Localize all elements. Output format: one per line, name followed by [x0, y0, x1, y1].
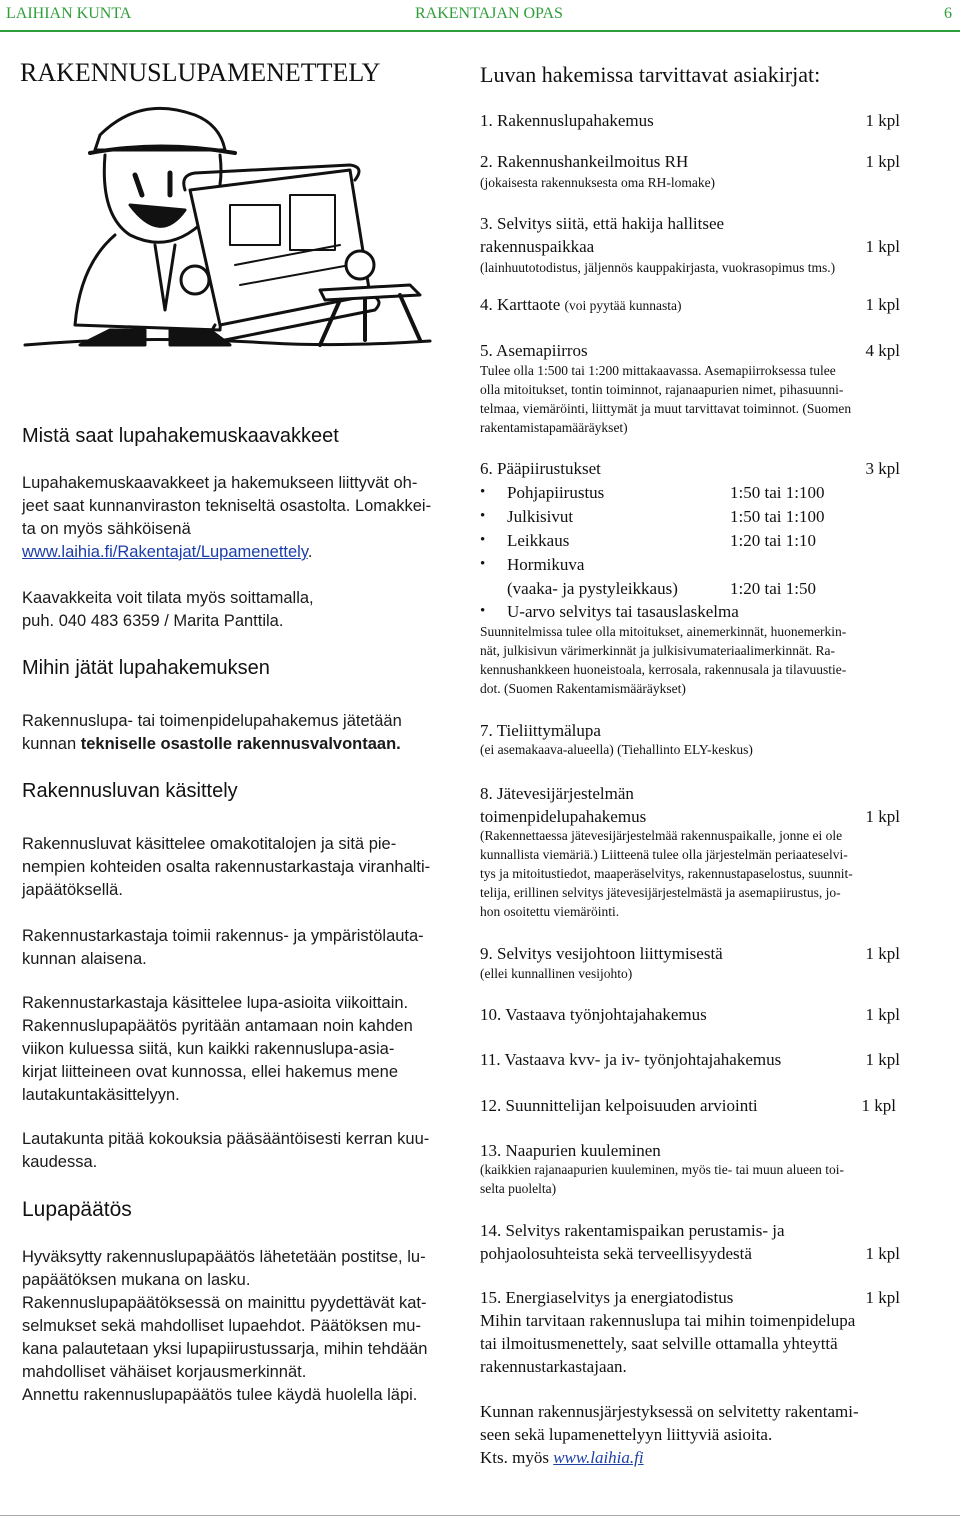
text-line: Mihin tarvitaan rakennuslupa tai mihin toimenpidelupa — [480, 1311, 856, 1330]
drawing-name: (vaaka- ja pystyleikkaus) — [507, 579, 678, 598]
text-line: tys ja mitoitustiedot, maaperäselvitys, rakennustapaselostus, suunnit- — [480, 866, 853, 881]
doc-item-note — [480, 826, 853, 921]
header-municipality: LAIHIAN KUNTA — [6, 5, 132, 22]
text-line: rakennustarkastajaan. — [480, 1357, 627, 1376]
doc-item-4 — [480, 293, 900, 316]
bullet: • — [480, 532, 486, 548]
text-line: selmukset sekä mahdolliset lupaehdot. Päätöksen mu- — [22, 1317, 421, 1335]
text-line: puh. 040 483 6359 / Marita Panttila. — [22, 612, 284, 630]
bullet: • — [480, 484, 486, 500]
doc-item-10 — [480, 1003, 900, 1026]
doc-item-label: rakennuspaikkaa — [480, 237, 595, 256]
text-line: Suunnitelmissa tulee olla mitoitukset, ainemerkinnät, huonemerkin- — [480, 624, 847, 639]
doc-item-label: 12. Suunnittelijan kelpoisuuden arviointi — [480, 1096, 758, 1115]
text-line: dot. (Suomen Rakentamismääräykset) — [480, 681, 686, 696]
text-line: olla mitoitukset, tontin toiminnot, rajanaapurien nimet, pihasuunni- — [480, 382, 844, 397]
doc-item-label: 1. Rakennuslupahakemus — [480, 111, 654, 130]
text-line: papäätöksen mukana on lasku. — [22, 1271, 251, 1289]
text-line: (Rakennettaessa jätevesijärjestelmää rakennuspaikalle, jonne ei ole — [480, 828, 843, 843]
text-line: rakentamistapamääräykset) — [480, 420, 628, 435]
doc-item-label: 15. Energiaselvitys ja energiatodistus — [480, 1288, 734, 1307]
text-line: kirjat liitteineen ovat kunnossa, ellei hakemus mene — [22, 1063, 399, 1081]
doc-item-label: 9. Selvitys vesijohtoon liittymisestä — [480, 944, 723, 963]
doc-item-9 — [480, 942, 900, 965]
doc-item-15 — [480, 1286, 900, 1309]
text-line: seen sekä lupamenettelyyn liittyviä asioita. — [480, 1425, 773, 1444]
doc-item-quantity: 1 kpl — [865, 152, 900, 171]
doc-item-quantity: 1 kpl — [865, 1288, 900, 1307]
text-fragment: Kts. myös — [480, 1448, 554, 1467]
bold-fragment: tekniselle osastolle rakennusvalvontaan. — [80, 735, 401, 753]
submit-paragraph — [22, 710, 402, 756]
text-line: jeet saat kunnanviraston tekniseltä osastolta. Lomakkei- — [22, 497, 432, 515]
drawing-scale: 1:20 tai 1:50 — [730, 579, 816, 598]
doc-item-quantity: 1 kpl — [865, 295, 900, 314]
municipality-website-link[interactable]: www.laihia.fi — [553, 1448, 644, 1467]
doc-item-quantity: 1 kpl — [861, 1096, 896, 1115]
text-line — [22, 541, 457, 564]
doc-item-quantity: 1 kpl — [865, 237, 900, 256]
text-line — [22, 733, 402, 756]
text-line: nät, julkisivun värimerkinnät ja julkisivumateriaalimerkinnät. Ra- — [480, 643, 836, 658]
header-page-number: 6 — [944, 5, 952, 22]
text-line: Rakennuslupapäätös pyritään antamaan noin kahden — [22, 1017, 413, 1035]
doc-item-3 — [480, 212, 900, 258]
text-line: Lupahakemuskaavakkeet ja hakemukseen liittyvät oh- — [22, 474, 418, 492]
doc-item-label: 8. Jätevesijärjestelmän — [480, 784, 634, 803]
processing-paragraph-1 — [22, 833, 430, 902]
doc-item-11 — [480, 1048, 900, 1071]
doc-item-label: 10. Vastaava työnjohtajahakemus — [480, 1005, 707, 1024]
text-fragment: kunnan — [22, 735, 81, 753]
doc-item-label: 3. Selvitys siitä, että hakija hallitsee — [480, 214, 725, 233]
text-line: telija, erillinen selvitys jätevesijärjestelmästä ja asemapiirustus, jo- — [480, 885, 841, 900]
permit-forms-link[interactable]: www.laihia.fi/Rakentajat/Lupamenettely — [22, 543, 308, 561]
drawing-name: Julkisivut — [507, 507, 574, 526]
doc-item-14 — [480, 1219, 900, 1265]
drawing-list — [480, 481, 900, 601]
doc-item-label: 5. Asemapiirros — [480, 341, 588, 360]
energy-note — [480, 1309, 855, 1378]
doc-item-6 — [480, 457, 900, 480]
processing-paragraph-4 — [22, 1128, 429, 1174]
doc-item-label: 6. Pääpiirustukset — [480, 459, 601, 478]
doc-item-quantity: 1 kpl — [865, 1050, 900, 1069]
doc-item-1 — [480, 109, 900, 132]
doc-item-12 — [480, 1094, 900, 1117]
drawing-list-uvalue — [480, 600, 900, 623]
text-line — [480, 1446, 859, 1469]
page-header — [0, 0, 960, 32]
text-line: Annettu rakennuslupapäätös tulee käydä huolella läpi. — [22, 1386, 418, 1404]
doc-item-7: 7. Tieliittymälupa — [480, 721, 601, 740]
drawing-name: Pohjapiirustus — [507, 483, 605, 502]
doc-item-quantity: 1 kpl — [865, 1005, 900, 1024]
text-line: selta puolelta) — [480, 1181, 557, 1196]
text-line: lautakuntakäsittelyyn. — [22, 1086, 180, 1104]
processing-paragraph-2 — [22, 925, 424, 971]
header-guide-title: RAKENTAJAN OPAS — [415, 5, 563, 22]
text-line: viikon kuluessa siitä, kun kaikki rakennuslupa-asia- — [22, 1040, 395, 1058]
doc-item-note: (ellei kunnallinen vesijohto) — [480, 966, 633, 981]
documents-heading: Luvan hakemissa tarvittavat asiakirjat: — [480, 62, 821, 87]
closing-paragraph — [480, 1400, 859, 1469]
doc-item-note — [480, 622, 846, 698]
doc-item-label: 2. Rakennushankeilmoitus RH — [480, 152, 689, 171]
page-title: RAKENNUSLUPAMENETTELY — [20, 58, 381, 87]
text-line: Hyväksytty rakennuslupapäätös lähetetään postitse, lu- — [22, 1248, 426, 1266]
forms-paragraph — [22, 472, 457, 564]
doc-item-label: 11. Vastaava kvv- ja iv- työnjohtajahakemus — [480, 1050, 782, 1069]
doc-item-label: toimenpidelupahakemus — [480, 807, 647, 826]
section-heading-forms: Mistä saat lupahakemuskaavakkeet — [22, 425, 339, 447]
text-line: hon osoitettu viemäröinti. — [480, 904, 620, 919]
text-line: kana palautetaan yksi lupapiirustussarja, mihin tehdään — [22, 1340, 428, 1358]
doc-item-note: (lainhuutotodistus, jäljennös kauppakirjasta, vuokrasopimus tms.) — [480, 260, 836, 275]
doc-item-label: 4. Karttaote — [480, 295, 561, 314]
drawing-name: Leikkaus — [507, 531, 570, 550]
doc-item-note — [480, 1160, 844, 1198]
text-line: kaudessa. — [22, 1153, 98, 1171]
doc-item-note: (voi pyytää kunnasta) — [564, 298, 682, 313]
doc-item-quantity: 1 kpl — [865, 944, 900, 963]
text-line: Rakennusluvat käsittelee omakotitalojen ja sitä pie- — [22, 835, 397, 853]
processing-paragraph-3 — [22, 992, 413, 1107]
drawing-scale: 1:20 tai 1:10 — [730, 531, 816, 550]
bullet: • — [480, 508, 486, 524]
text-line: japäätöksellä. — [22, 881, 123, 899]
drawing-name: Hormikuva — [507, 555, 585, 574]
text-line: ta on myös sähköisenä — [22, 520, 191, 538]
text-line: mahdolliset vähäiset korjausmerkinnät. — [22, 1363, 307, 1381]
builder-illustration — [20, 95, 460, 355]
text-fragment: . — [307, 543, 313, 561]
text-line: (kaikkien rajanaapurien kuuleminen, myös tie- tai muun alueen toi- — [480, 1162, 845, 1177]
doc-item-quantity: 1 kpl — [865, 807, 900, 826]
doc-item-note: (ei asemakaava-alueella) (Tiehallinto ELY-keskus) — [480, 742, 753, 757]
text-line: Tulee olla 1:500 tai 1:200 mittakaavassa. Asemapiirroksessa tulee — [480, 363, 836, 378]
section-heading-decision: Lupapäätös — [22, 1198, 132, 1221]
text-line: tai ilmoitusmenettely, saat selville ottamalla yhteyttä — [480, 1334, 838, 1353]
doc-item-5 — [480, 339, 900, 362]
doc-item-label: 14. Selvitys rakentamispaikan perustamis- ja — [480, 1221, 785, 1240]
text-line: kunnan alaisena. — [22, 950, 147, 968]
drawing-name: U-arvo selvitys tai tasauslaskelma — [507, 602, 739, 621]
text-line: telmaa, viemäröinti, liittymät ja muut tarvittavat toiminnot. (Suomen — [480, 401, 852, 416]
section-heading-processing: Rakennusluvan käsittely — [22, 780, 238, 802]
doc-item-note: (jokaisesta rakennuksesta oma RH-lomake) — [480, 175, 716, 190]
bullet: • — [480, 556, 486, 572]
doc-item-quantity: 4 kpl — [865, 341, 900, 360]
drawing-scale: 1:50 tai 1:100 — [730, 483, 825, 502]
doc-item-label: pohjaolosuhteista sekä terveellisyydestä — [480, 1244, 752, 1263]
text-line: kunnallista viemäriä.) Liitteenä tulee olla järjestelmän periaateselvi- — [480, 847, 848, 862]
doc-item-note — [480, 361, 851, 437]
text-line: nempien kohteiden osalta rakennustarkastaja viranhalti- — [22, 858, 431, 876]
text-line: Rakennuslupapäätöksessä on mainittu pyydettävät kat- — [22, 1294, 427, 1312]
doc-item-2 — [480, 150, 900, 173]
text-line: Lautakunta pitää kokouksia pääsääntöisesti kerran kuu- — [22, 1130, 430, 1148]
doc-item-quantity: 1 kpl — [865, 111, 900, 130]
doc-item-13: 13. Naapurien kuuleminen — [480, 1141, 661, 1160]
phone-paragraph — [22, 587, 314, 633]
text-line: Rakennustarkastaja toimii rakennus- ja ympäristölauta- — [22, 927, 424, 945]
doc-item-quantity: 3 kpl — [865, 459, 900, 478]
text-line: kennushankkeen huoneistoala, kerrosala, rakennusala ja tilavuustie- — [480, 662, 847, 677]
decision-paragraph — [22, 1246, 427, 1407]
text-line: Kunnan rakennusjärjestyksessä on selvitetty rakentami- — [480, 1402, 859, 1421]
section-heading-submit: Mihin jätät lupahakemuksen — [22, 657, 270, 679]
bullet: • — [480, 603, 486, 619]
text-line: Kaavakkeita voit tilata myös soittamalla, — [22, 589, 314, 607]
text-line: Rakennuslupa- tai toimenpidelupahakemus jätetään — [22, 712, 402, 730]
text-line: Rakennustarkastaja käsittelee lupa-asioita viikoittain. — [22, 994, 409, 1012]
doc-item-quantity: 1 kpl — [865, 1244, 900, 1263]
drawing-scale: 1:50 tai 1:100 — [730, 507, 825, 526]
doc-item-8 — [480, 782, 900, 828]
footer-divider — [0, 1515, 960, 1516]
